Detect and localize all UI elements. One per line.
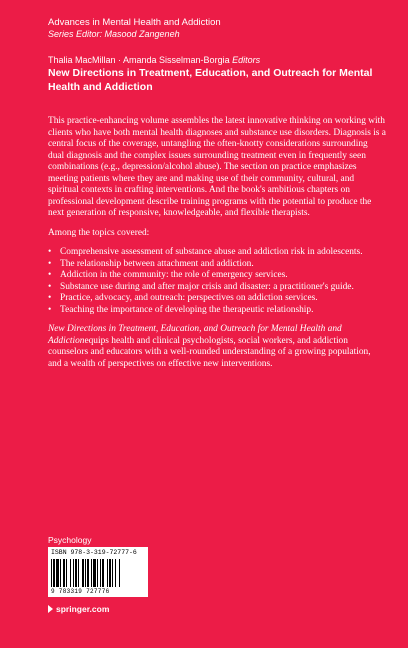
barcode-digits: 9 783319 727776: [51, 588, 110, 595]
topic-item: • The relationship between attachment and addiction.: [48, 259, 386, 271]
topics-list: [48, 247, 386, 316]
topic-item: • Teaching the importance of developing the therapeutic relationship.: [48, 305, 386, 317]
barcode-icon: [51, 559, 145, 587]
topic-item: • Comprehensive assessment of substance abuse and addiction risk in adolescents.: [48, 247, 386, 259]
closing-book-title: New Directions in Treatment, Education, and Outreach for Mental Health and Addiction: [48, 324, 342, 346]
series-title: Advances in Mental Health and Addiction: [48, 17, 221, 28]
book-editors: [48, 55, 260, 65]
isbn-label: ISBN 978-3-319-72777-6: [51, 549, 137, 556]
isbn-barcode-box: [48, 547, 148, 597]
publisher-link[interactable]: [48, 604, 109, 614]
subject-category: Psychology: [48, 535, 92, 545]
back-cover-body: [48, 116, 386, 378]
series-editor: [48, 29, 180, 39]
editors-names: Thalia MacMillan · Amanda Sisselman-Borgia: [48, 55, 230, 65]
arrow-right-icon: [48, 605, 53, 613]
topic-item: • Substance use during and after major crisis and disaster: a practitioner's guide.: [48, 282, 386, 294]
topics-intro: Among the topics covered:: [48, 227, 150, 238]
publisher-url: springer.com: [56, 604, 110, 614]
closing-text: equips health and clinical psychologists, social workers, and addiction counselors and educators with a well-rounded understanding of a growing population, and a wealth of perspectives on effective new interventions.: [48, 335, 371, 369]
topic-item: • Practice, advocacy, and outreach: perspectives on addiction services.: [48, 293, 386, 305]
description-paragraph: This practice-enhancing volume assembles the latest innovative thinking on working with clients who have both mental health diagnoses and substance use disorders. Diagnosis is a central focus of the coverage, untangling the often-knotty considerations surrounding dual diagnosis and the complex issues surrounding treatment even in frequently seen combinations (e.g., depression/alcohol abuse). The section on practice emphasizes meeting patients where they are and making use of their community, cultural, and spiritual contexts in crafting interventions. And the book's ambitious chapters on professional development describe training programs with the potential to produce the next generation of responsive, knowledgeable, and flexible therapists.: [48, 116, 386, 218]
book-title: New Directions in Treatment, Education, and Outreach for Mental Health and Addiction: [48, 67, 373, 93]
editors-suffix: Editors: [232, 55, 261, 65]
series-editor-text: Series Editor: Masood Zangeneh: [48, 29, 180, 39]
closing-paragraph: [48, 324, 386, 370]
topic-item: • Addiction in the community: the role of emergency services.: [48, 270, 386, 282]
